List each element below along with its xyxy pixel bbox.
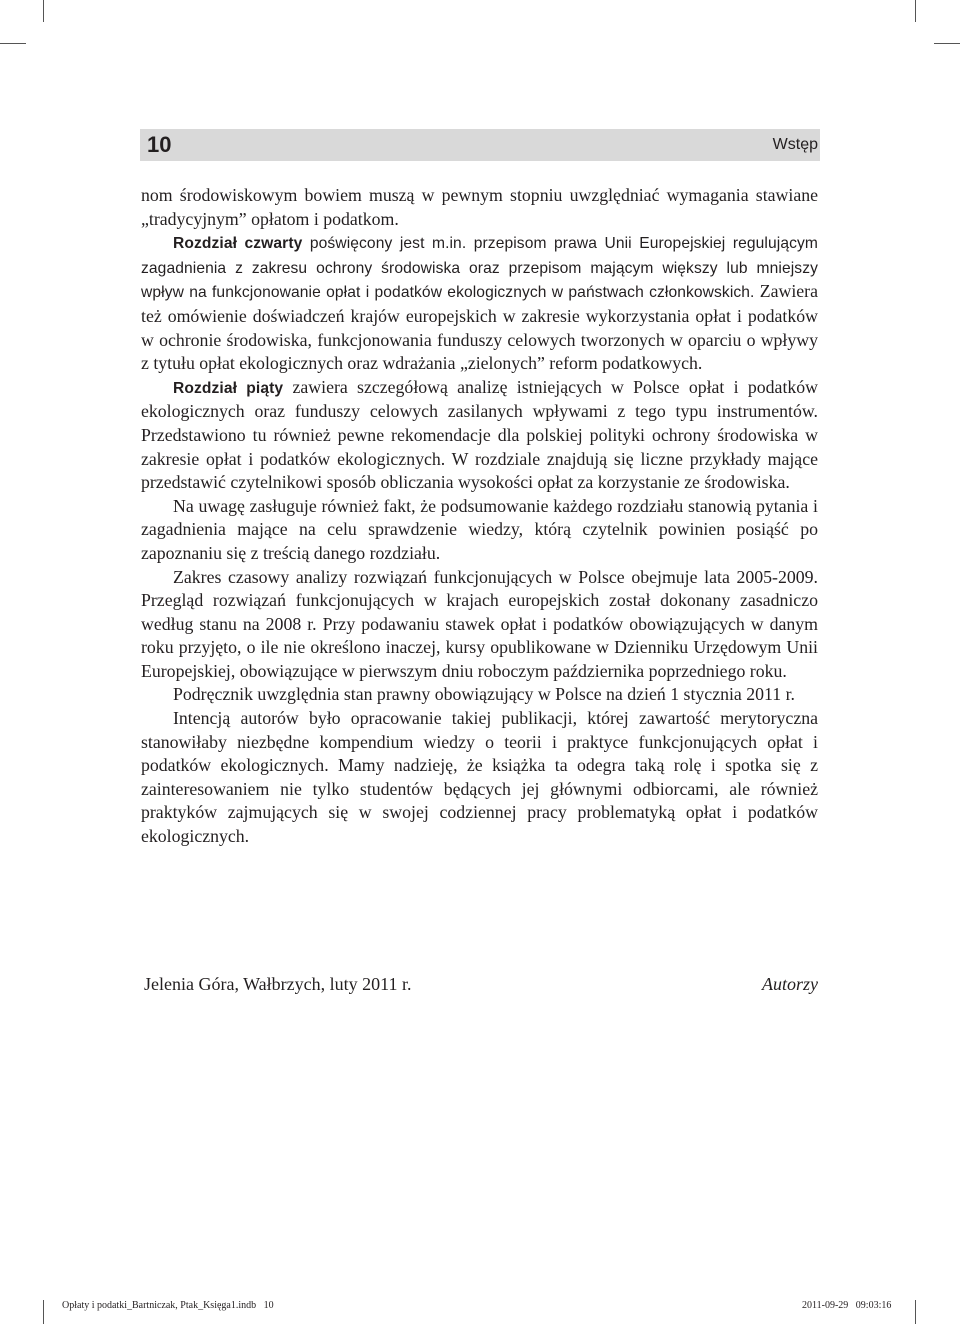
crop-mark-bottom-left-v — [43, 1300, 44, 1324]
body-text — [141, 184, 818, 849]
paragraph-3-rest: zawiera szczegółową analizę istniejących w Polsce opłat i podatków ekologicznych oraz funduszy celowych zasilanych wpływami z tego typu instrumentów. Przedstawiono tu również pewne rekomendacje dla polskiej polityki ochrony środowiska w zakresie opłat i podatków ekologicznych. W rozdziale znajdują się liczne przykłady mające przedstawić czytelnikowi sposób obliczania wysokości opłat za korzystanie ze środowiska. — [141, 376, 819, 493]
signature — [144, 974, 818, 998]
authors: Autorzy — [762, 974, 818, 994]
section-title: Wstęp — [772, 136, 818, 153]
paragraph-2-rest: Zawiera też omówienie doświadczeń krajów europejskich w zakresie wykorzystania opłat i podatków w ochronie środowiska, funkcjonowania funduszy celowych tworzonych w oparciu o wpływy z tytułu opłat ekologicznych oraz wdrażania „zielonych” reform podatkowych. — [141, 281, 818, 374]
running-header — [140, 129, 820, 161]
paragraph-2 — [141, 231, 818, 376]
crop-mark-top-right-h — [934, 43, 960, 44]
chapter-4-heading: Rozdział czwarty — [173, 235, 303, 253]
crop-mark-top-left-v — [43, 0, 44, 22]
paragraph-4: Na uwagę zasługuje również fakt, że podsumowanie każdego rozdziału stanowią pytania i zagadnienia mające na celu sprawdzenie wiedzy, którą czytelnik powinien posiąść po zapoznaniu się z treścią danego rozdziału. — [141, 495, 818, 563]
print-slug-timestamp: 2011-09-29 09:03:16 — [802, 1300, 892, 1311]
paragraph-7: Intencją autorów było opracowanie takiej publikacji, której zawartość merytoryczna stanowiłaby niezbędne kompendium wiedzy o teorii i praktyce funkcjonujących opłat i podatków ekologicznych. Mamy nadzieję, że książka ta odegra taką rolę i spotka się z zainteresowaniem nie tylko studentów będących jej głównymi odbiorcami, ale również praktyków zajmujących się w swojej codziennej pracy problematyką opłat i podatków ekologicznych. — [141, 708, 818, 847]
paragraph-5: Zakres czasowy analizy rozwiązań funkcjonujących w Polsce obejmuje lata 2005-2009. Przegląd rozwiązań funkcjonujących w krajach europejskich został dokonany zasadniczo według stanu na 2008 r. Przy podawaniu stawek opłat i podatków obowiązujących w danym roku przyjęto, o ile nie określono inaczej, kursy opublikowane w Dzienniku Urzędowym Unii Europejskiej, obowiązujące w pierwszym dniu roboczym października poprzedniego roku. — [141, 566, 818, 681]
crop-mark-bottom-right-v — [915, 1300, 916, 1324]
crop-mark-top-left-h — [0, 43, 26, 44]
chapter-5-heading: Rozdział piąty — [173, 379, 284, 397]
paragraph-6: Podręcznik uwzględnia stan prawny obowiązujący w Polsce na dzień 1 stycznia 2011 r. — [173, 684, 795, 705]
paragraph-2-sans: poświęcony jest m.in. przepisom prawa Unii Europejskiej regulującym zagadnienia z zakresu ochrony środowiska oraz przepisom mającym większy lub mniejszy wpływ na funkcjonowanie opłat i podatków ekologicznych w państwach członkowskich. — [141, 235, 818, 302]
page-number: 10 — [147, 132, 172, 157]
print-slug-file: Opłaty i podatki_Bartniczak, Ptak_Księga1.indb 10 — [62, 1300, 274, 1311]
crop-mark-top-right-v — [915, 0, 916, 22]
paragraph-1: nom środowiskowym bowiem muszą w pewnym stopniu uwzględniać wymagania stawiane „tradycyjnym” opłatom i podatkom. — [141, 185, 818, 229]
place-date: Jelenia Góra, Wałbrzych, luty 2011 r. — [144, 974, 412, 994]
paragraph-3 — [141, 376, 818, 495]
